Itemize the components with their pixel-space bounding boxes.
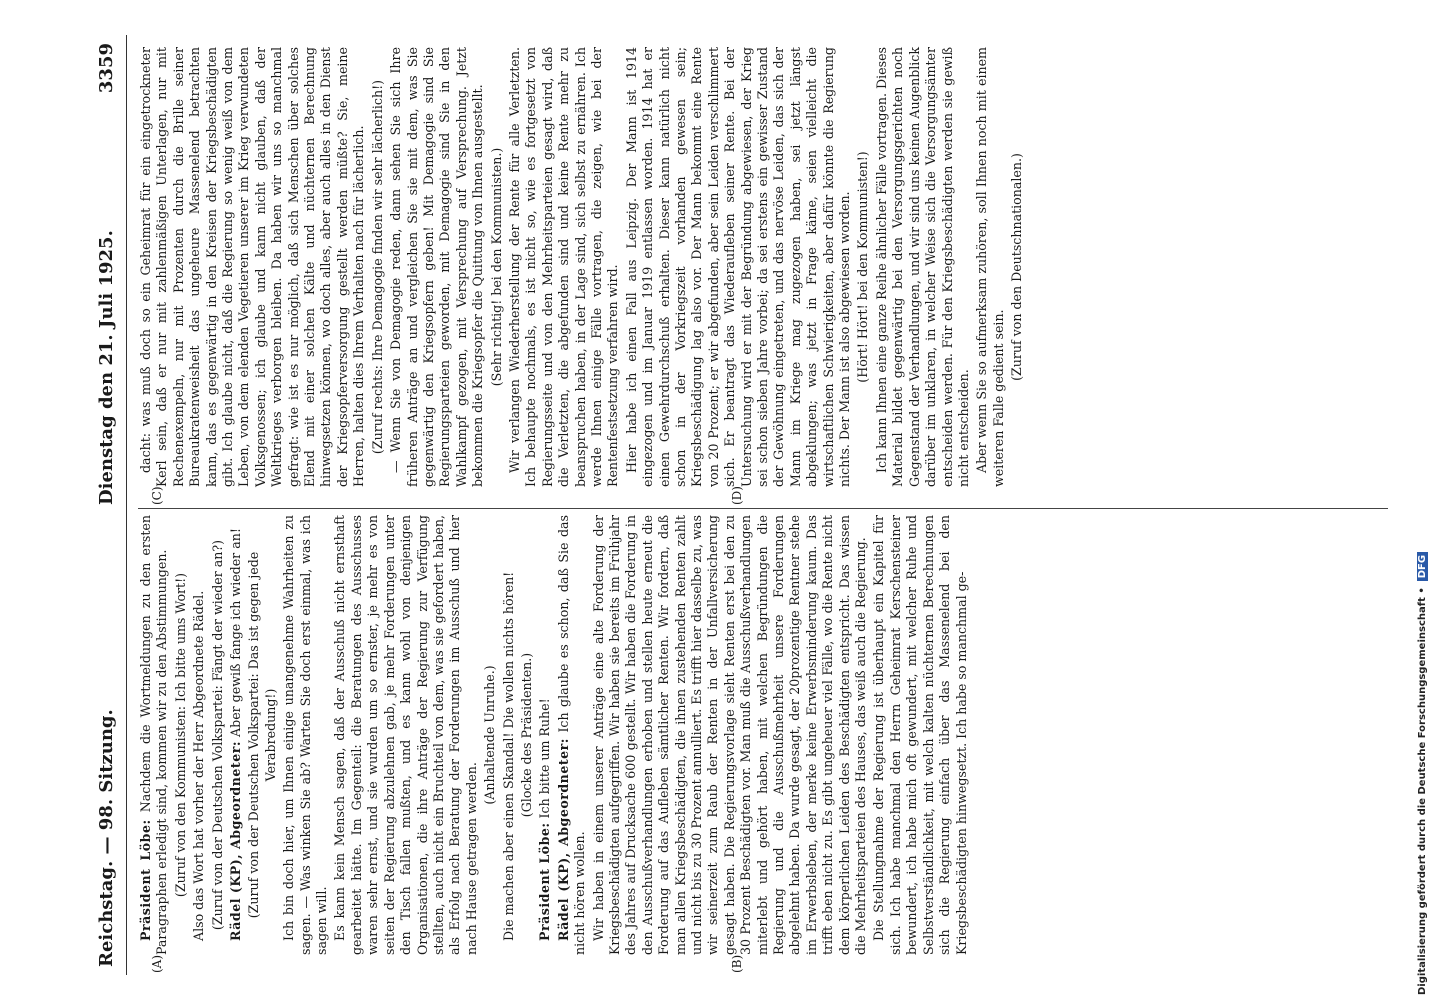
paragraph [624, 47, 854, 487]
header-session: Reichstag. — 98. Sitzung. [96, 709, 117, 967]
interjection: (Zuruf von der Deutschen Volkspartei: Fängt der wieder an?) [209, 539, 225, 931]
paragraph-text: Es kann kein Mensch sagen, daß der Ausschuß nicht ernsthaft gearbeitet hätte. Im Gegenteil: die Beratungen des Ausschusses waren sehr ernst, und sie wurden um so ernster, je mehr es von seiten der Regierung abzulehnen gab, je mehr Forderungen unter den Tisch fallen mußten, und es kann wohl von denjenigen Organisationen, die ihre Anträge der Regierung zur Verfügung stellten, auch nicht ein Bruchteil von dem, was sie gefordert haben, als Erfolg nach Beratung der Forderungen im Ausschuß und hier nach Hause getragen werden. [332, 515, 479, 955]
interjection: (Zuruf von den Deutschnationalen.) [1009, 153, 1025, 381]
page-header [90, 35, 127, 975]
interjection: (Sehr richtig! bei den Kommunisten.) [488, 147, 504, 387]
paragraph [281, 515, 330, 955]
interjection: (Zuruf rechts: Ihre Demagogie finden wir sehr lächerlich!) [369, 79, 385, 455]
paragraph [388, 47, 486, 487]
paragraph [874, 47, 972, 487]
interjection: (Hört! Hört! bei den Kommunisten!) [855, 151, 871, 383]
margin-marker-b: (B) [730, 954, 744, 973]
column-divider [138, 508, 1388, 509]
rotated-page [90, 35, 1400, 975]
paragraph [332, 515, 480, 955]
paragraph [501, 515, 517, 955]
header-date: Dienstag den 21. Juli 1925. [96, 230, 117, 505]
paragraph-text: Aber gewiß fange ich wieder an! [228, 528, 244, 737]
paragraph [556, 515, 589, 955]
paragraph [871, 515, 969, 955]
paragraph-text: Ich kann Ihnen eine ganze Reihe ähnlicher Fälle vortragen. Dieses Material bildet gegenwärtig bei den Versorgungsgerichten noch Gegenstand der Verhandlungen, und wir sind uns keinen Augenblick darüber im unklaren, in welcher Weise sich die Versorgungsämter entscheiden werden. Für den Kriegsbeschädigten werden sie gewiß nicht entscheiden. [873, 47, 971, 487]
margin-marker-a: (A) [150, 954, 164, 973]
paragraph-text: Ich bin doch hier, um Ihnen einige unangenehme Wahrheiten zu sagen. — Was winken Sie ab? Warten Sie doch erst einmal, was ich sagen will. [281, 515, 330, 955]
margin-marker-c: (C) [150, 486, 164, 505]
interjection: (Anhaltende Unruhe.) [482, 665, 498, 805]
header-page-number: 3359 [96, 43, 117, 94]
paragraph [537, 515, 553, 955]
paragraph [191, 515, 207, 955]
paragraph-text: Aber wenn Sie so aufmerksam zuhören, soll Ihnen noch mit einem weiteren Falle gedient sein. [974, 47, 1006, 487]
interjection: (Zuruf von den Kommunisten: Ich bitte ums Wort!) [172, 572, 188, 898]
paragraph [591, 515, 870, 955]
speaker-name: Rädel (KP), Abgeordneter: [228, 740, 244, 941]
paragraph-text: Wir haben in einem unserer Anträge eine alte Forderung der Kriegsbeschädigten aufgegriffen. Wir haben sie bereits im Frühjahr des Jahres auf Drucksache 600 gestellt. Wir haben die Forderung in den Ausschußverhandlungen erhoben und stellen heute erneut die Forderung auf das Aufleben sämtlicher Renten. Wir fordern, daß man allen Kriegsbeschädigten, die ihnen zustehenden Renten zahlt und nicht bis zu 30 Prozent annulliert. Es trifft hier dasselbe zu, was wir seinerzeit zum Raub der Renten in der Unfallversicherung gesagt haben. Die Regierungsvorlage sieht Renten erst bei den zu 30 Prozent Beschädigten vor. Man muß die Ausschußverhandlungen miterlebt und gehört haben, mit welchen Begründungen die Regierung und die Ausschußmehrheit unsere Forderungen abgelehnt haben. Da wurde gesagt, der 20prozentige Rentner stehe im Erwerbsleben, der merke keine Erwerbsminderung kaum. Das trifft eben nicht zu. Es gibt ungeheuer viel Fälle, wo die Rente nicht dem körperlichen Leiden des Beschädigten entspricht. Das wissen die Mehrheitsparteien des Hauses, das weiß auch die Regierung. [590, 515, 869, 955]
paragraph-text: Hier habe ich einen Fall aus Leipzig. Der Mann ist 1914 eingezogen und im Januar 1919 entlassen worden. 1914 hat er einen Gewehrdurchschuß erhalten. Dieser kann natürlich nicht schon in der Vorkriegszeit vorhanden gewesen sein; Kriegsbeschädigung lag also vor. Der Mann bekommt eine Rente von 20 Prozent; er wir abgefunden, aber sein Leiden verschlimmert sich. Er beantragt das Wiederaufleben seiner Rente. Bei der Untersuchung wird er mit der Begründung abgewiesen, der Krieg sei schon sieben Jahre vorbei; da sei erstens ein gewisser Zustand der Gewöhnung eingetreten, und das nervöse Leiden, das sich der Mann im Kriege mag zugezogen haben, sei jetzt längst abgeklungen; was jetzt in Frage käme, seien vielleicht die wirtschaftlichen Schwierigkeiten, aber dafür könnte die Regierung nichts. Der Mann ist also abgewiesen worden. [623, 47, 853, 487]
paragraph [138, 515, 171, 955]
paragraph [974, 47, 1007, 487]
speaker-name: Rädel (KP), Abgeordneter: [555, 738, 571, 941]
paragraph [138, 47, 368, 487]
paragraph-text: dacht: was muß doch so ein Geheimrat für ein eingetrockneter Kerl sein, daß er nur mit zahlenmäßigen Unterlagen, nur mit Rechenexempeln, nur mit Prozenten durch die Brille seiner Bureaukratenweisheit das ungeheure Massenelend betrachten kann, das es gegenwärtig in den Kreisen der Kriegsbeschädigten gibt. Ich glaube nicht, daß die Regierung so wenig weiß von dem Leben, von dem elenden Vegetieren unserer im Krieg verwundeten Volksgenossen; ich glaube und kann nicht glauben, daß der Weltkrieges verborgen bleiben. Da haben wir uns so manchmal gefragt: wie ist es nur möglich, daß sich Menschen über solches Elend mit einer solchen Kälte und nüchternen Berechnung hinwegsetzen können, wo doch alles, aber auch alles in den Dienst der Kriegsopferversorgung gestellt werden müßte? Sie, meine Herren, halten dies Ihrem Verhalten nach für lächerlich. [138, 47, 367, 487]
paragraph [507, 47, 622, 487]
paragraph-text: Ich bitte um Ruhe! [537, 698, 553, 819]
left-column [138, 515, 972, 955]
interjection: (Glocke des Präsidenten.) [518, 652, 534, 818]
interjection: (Zuruf von der Deutschen Volkspartei: Das ist gegen jede Verabredung!) [246, 551, 278, 919]
paragraph-text: Die Stellungnahme der Regierung ist überhaupt ein Kapitel für sich. Ich habe manchmal den Herrn Geheimrat Kerschensteiner bewundert, ich habe mich oft gewundert, mit welcher Ruhe und Selbstverständlichkeit, mit welch kalten nüchternen Berechnungen sich die Regierung einfach über das Massenelend bei den Kriegsbeschädigten hinwegsetzt. Ich habe so manchmal ge- [871, 515, 969, 955]
speaker-name: Präsident Löbe: [138, 819, 153, 941]
paragraph-text: Die machen aber einen Skandal! Die wollen nichts hören! [500, 571, 516, 941]
paragraph-text: Also das Wort hat vorher der Herr Abgeordnete Rädel. [191, 590, 207, 941]
paragraph-text: — Wenn Sie von Demagogie reden, dann sehen Sie sich Ihre früheren Anträge an und vergleichen Sie sie mit dem, was Sie gegenwärtig den Kriegsopfern geben! Mit Demagogie sind Sie Regierungsparteien geworden, mit Demagogie sind Sie in den Wahlkampf gezogen, mit Versprechung auf Versprechung. Jetzt bekommen die Kriegsopfer die Quittung von Ihnen ausgestellt. [388, 47, 486, 487]
paragraph-text: Ich glaube es schon, daß Sie das nicht hören wollen. [555, 515, 588, 955]
paragraph [228, 515, 244, 955]
digitization-credit [1417, 5, 1434, 995]
paragraph-text: Nachdem die Wortmeldungen zu den ersten Paragraphen erledigt sind, kommen wir zu den Abstimmungen. [138, 515, 170, 955]
margin-marker-d: (D) [730, 486, 744, 505]
right-column [138, 47, 1028, 487]
speaker-name: Präsident Löbe: [537, 822, 553, 941]
credit-text: Digitalisierung gefördert durch die Deutsche Forschungsgemeinschaft • [1417, 587, 1428, 995]
dfg-logo: DFG [1417, 552, 1428, 581]
paragraph-text: Wir verlangen Wiederherstellung der Rente für alle Verletzten. Ich behaupte nochmals, es ist nicht so, wie es fortgesetzt von Regierungsseite und von den Mehrheitsparteien gesagt wird, daß die Verletzten, die abgefunden sind und keine Rente mehr zu beanspruchen haben, in der Lage sind, sich selbst zu ernähren. Ich werde Ihnen einige Fälle vortragen, die zeigen, wie bei der Rentenfestsetzung verfahren wird. [506, 47, 621, 487]
